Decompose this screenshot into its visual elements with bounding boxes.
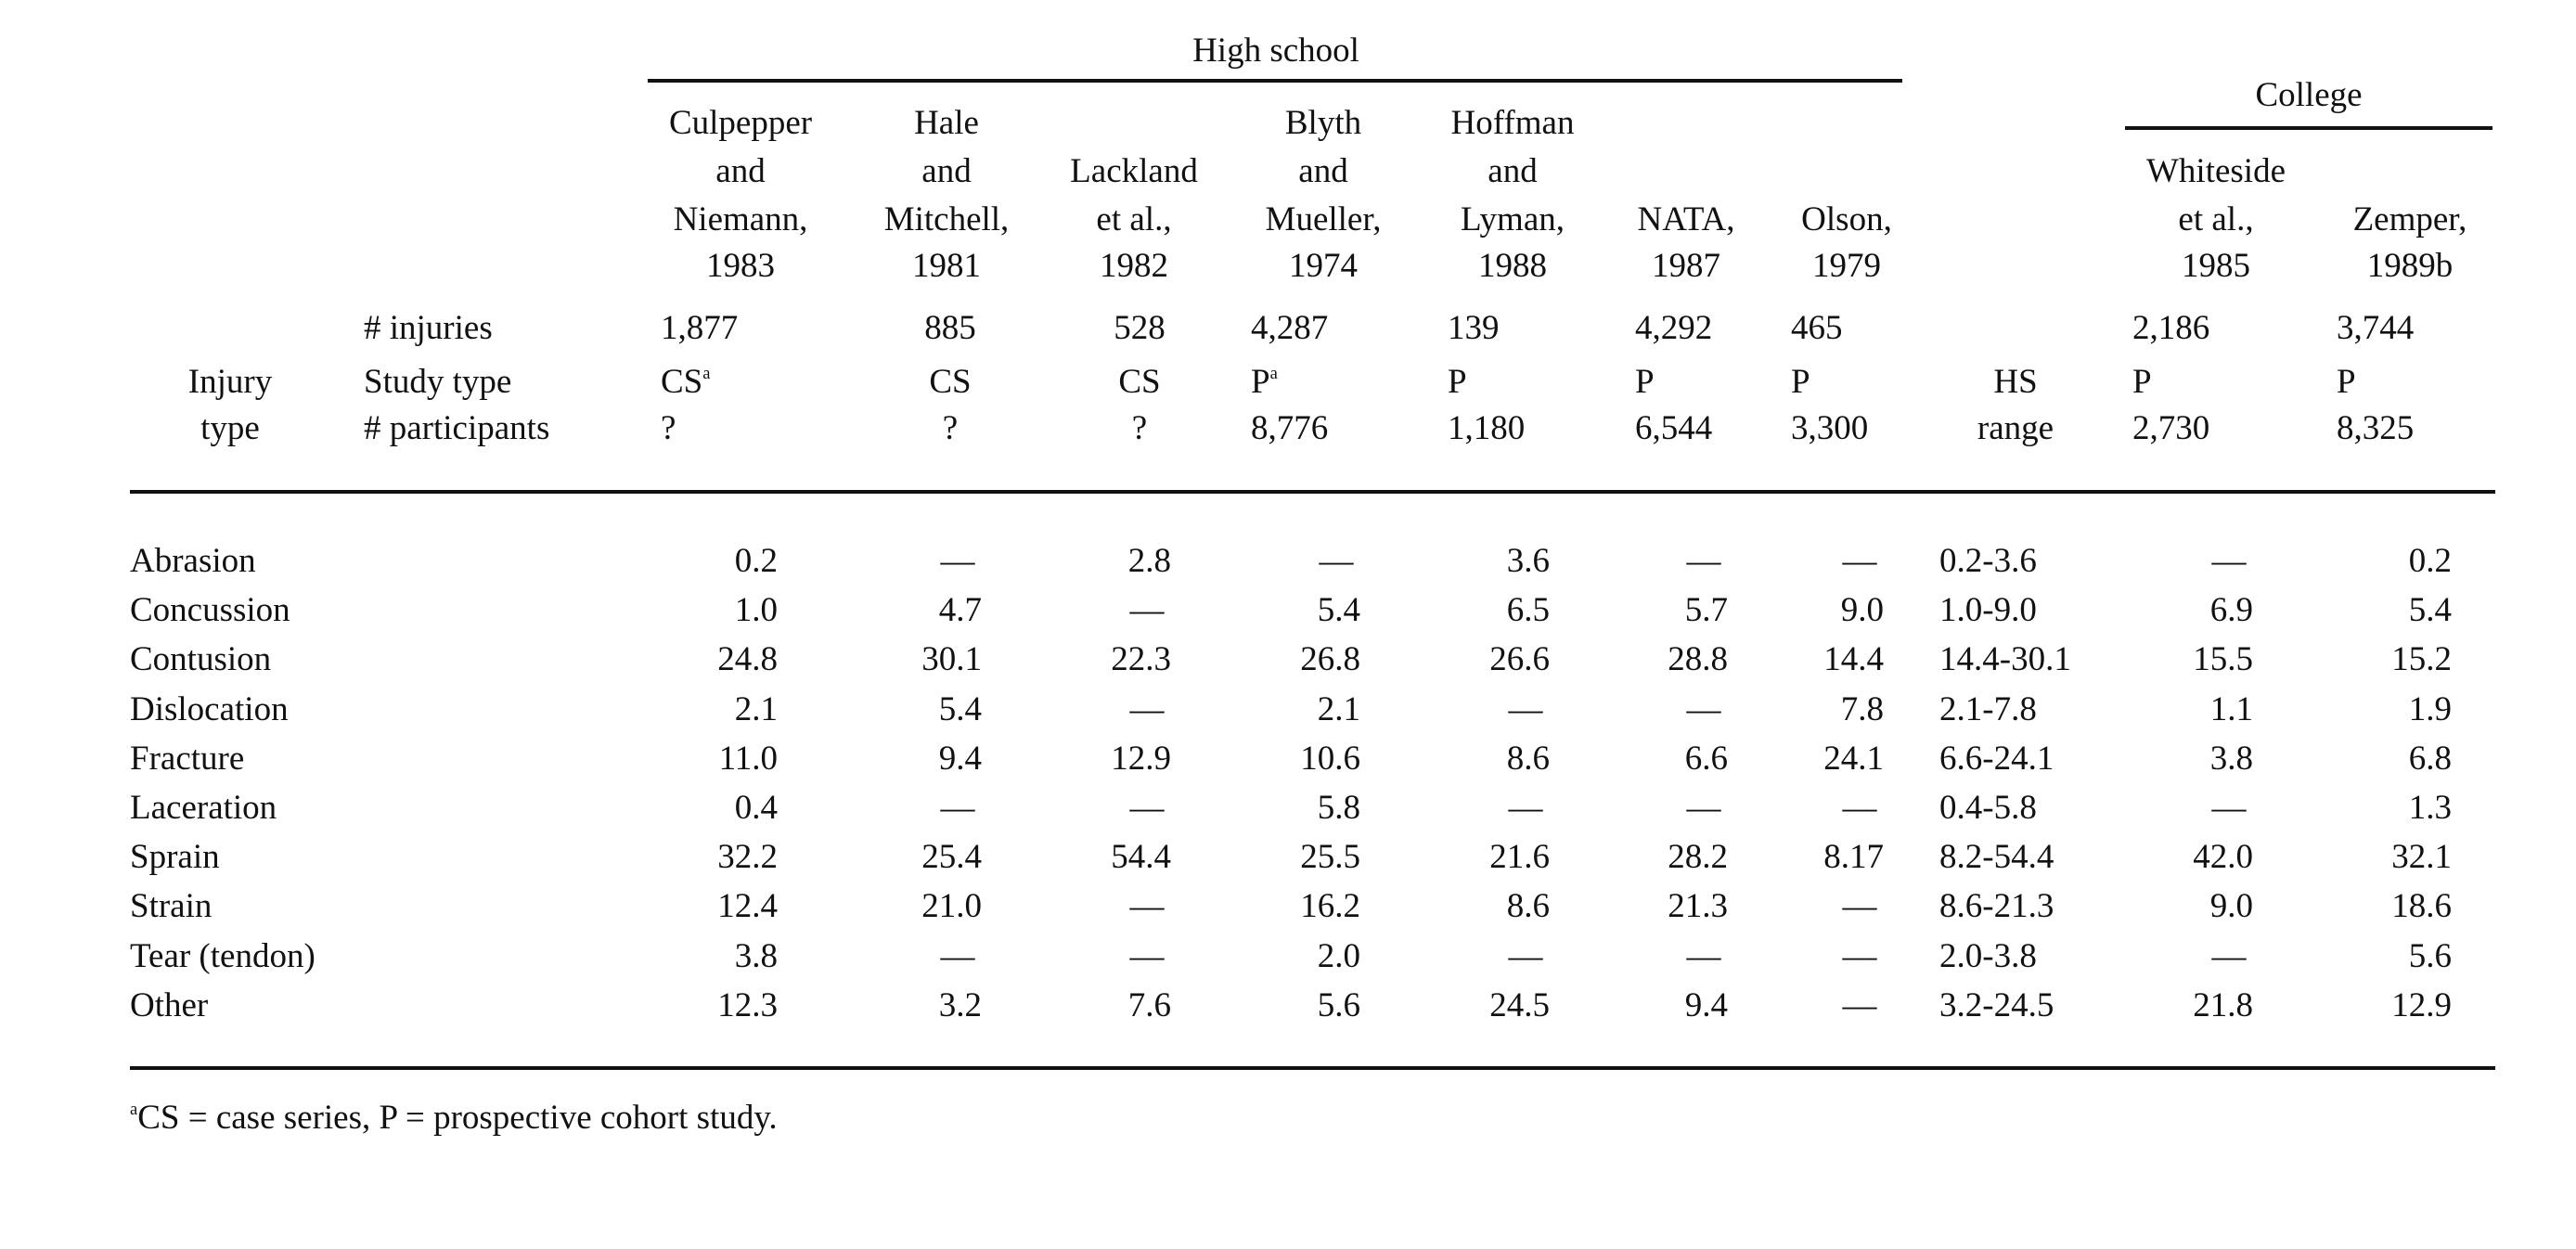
study-header-line: Lackland (1070, 152, 1198, 190)
study-header-line: Blyth (1284, 104, 1362, 142)
study-participants-count-text: ? (1131, 409, 1148, 447)
study-injuries-count (1635, 311, 1712, 345)
study-header-line: Zemper, (2352, 200, 2467, 238)
study-type-value-text: CS (1118, 363, 1161, 401)
injury-type-label: Dislocation (130, 690, 289, 728)
study-injuries-count-text: 528 (1114, 309, 1166, 347)
footnote-reference: a (1269, 365, 1278, 384)
study-header-line: et al., (2178, 200, 2254, 238)
study-header-line: et al., (1096, 200, 1172, 238)
percent-cell: — (1129, 591, 1165, 629)
percent-cell: — (1686, 789, 1721, 827)
study-participants-count (1251, 411, 1328, 445)
percent-cell: 25.4 (921, 838, 982, 876)
study-participants-count-text: ? (942, 409, 959, 447)
injury-type-label: Laceration (130, 789, 277, 827)
percent-cell: 0.2 (2408, 542, 2452, 580)
percent-cell: 3.6 (1506, 542, 1550, 580)
study-header-line: NATA, (1637, 200, 1735, 238)
study-type-value-text: P (2337, 363, 2356, 401)
percent-cell: 5.8 (1317, 789, 1360, 827)
study-participants-count-text: 8,776 (1251, 409, 1329, 447)
hs-range-header-line2: range (1977, 409, 2054, 447)
percent-cell: — (2211, 542, 2247, 580)
percent-cell: — (1686, 937, 1721, 975)
percent-cell: 14.4 (1823, 640, 1884, 678)
footnote-marker: a (130, 1101, 138, 1120)
percent-cell: 12.4 (717, 887, 778, 925)
study-injuries-count (661, 311, 738, 345)
study-participants-count-text: 1,180 (1448, 409, 1526, 447)
study-participants-count (1791, 411, 1868, 445)
percent-cell: 21.3 (1668, 887, 1728, 925)
study-header-line: 1987 (1652, 247, 1720, 285)
hs-range-cell: 1.0-9.0 (1939, 591, 2037, 629)
percent-cell: 12.9 (2391, 986, 2452, 1024)
percent-cell: — (1129, 690, 1165, 728)
injury-type-label: Other (130, 986, 209, 1024)
percent-cell: 6.8 (2408, 740, 2452, 778)
study-type-value (661, 365, 710, 399)
percent-cell: 5.4 (938, 690, 982, 728)
percent-cell: 3.2 (938, 986, 982, 1024)
injuries-label: # injuries (364, 309, 493, 347)
percent-cell: 8.6 (1506, 887, 1550, 925)
hs-range-cell: 2.0-3.8 (1939, 937, 2037, 975)
percent-cell: 42.0 (2193, 838, 2253, 876)
study-injuries-count (1448, 311, 1500, 345)
study-header-line: 1982 (1100, 247, 1168, 285)
percent-cell: 24.8 (717, 640, 778, 678)
study-header-line: 1983 (706, 247, 775, 285)
percent-cell: 8.17 (1823, 838, 1884, 876)
percent-cell: 21.8 (2193, 986, 2253, 1024)
percent-cell: 1.0 (734, 591, 778, 629)
study-participants-count (1132, 411, 1147, 445)
percent-cell: 26.6 (1489, 640, 1550, 678)
footnote-reference: a (702, 365, 711, 384)
study-type-value (1448, 365, 1467, 399)
study-header-line: 1988 (1478, 247, 1547, 285)
study-header-line: Niemann, (673, 200, 808, 238)
percent-cell: — (1686, 690, 1721, 728)
study-type-value-text: P (1635, 363, 1655, 401)
percent-cell: 24.5 (1489, 986, 1550, 1024)
percent-cell: 6.9 (2209, 591, 2253, 629)
study-injuries-count (1251, 311, 1328, 345)
study-type-value (929, 365, 971, 399)
study-participants-count (1448, 411, 1525, 445)
percent-cell: 30.1 (921, 640, 982, 678)
percent-cell: 1.1 (2209, 690, 2253, 728)
percent-cell: — (1129, 887, 1165, 925)
injury-type-header-line2: type (200, 409, 260, 447)
hs-range-cell: 8.2-54.4 (1939, 838, 2054, 876)
table-bottom-rule (130, 1066, 2495, 1070)
study-participants-count (661, 411, 676, 445)
hs-range-cell: 0.2-3.6 (1939, 542, 2037, 580)
study-type-value-text: P (1251, 363, 1270, 401)
percent-cell: 16.2 (1300, 887, 1360, 925)
study-participants-count-text: ? (661, 409, 676, 447)
percent-cell: 15.2 (2391, 640, 2452, 678)
percent-cell: 0.2 (734, 542, 778, 580)
percent-cell: — (1129, 789, 1165, 827)
percent-cell: — (1842, 986, 1877, 1024)
percent-cell: — (1842, 542, 1877, 580)
percent-cell: 28.2 (1668, 838, 1728, 876)
study-injuries-count-text: 4,292 (1635, 309, 1713, 347)
study-type-value (1635, 365, 1655, 399)
study-type-value-text: P (2132, 363, 2152, 401)
study-header-line: Olson, (1801, 200, 1892, 238)
percent-cell: 21.0 (921, 887, 982, 925)
percent-cell: 2.1 (734, 690, 778, 728)
study-type-value-text: P (1448, 363, 1467, 401)
study-type-value-text: CS (661, 363, 703, 401)
study-injuries-count-text: 1,877 (661, 309, 739, 347)
study-type-label: Study type (364, 363, 512, 401)
percent-cell: 4.7 (938, 591, 982, 629)
percent-cell: 8.6 (1506, 740, 1550, 778)
percent-cell: — (1508, 937, 1543, 975)
study-participants-count-text: 3,300 (1791, 409, 1869, 447)
percent-cell: 9.0 (2209, 887, 2253, 925)
study-injuries-count-text: 465 (1791, 309, 1843, 347)
study-type-value (1251, 365, 1278, 399)
injury-type-label: Contusion (130, 640, 272, 678)
hs-range-cell: 14.4-30.1 (1939, 640, 2071, 678)
percent-cell: — (1508, 690, 1543, 728)
percent-cell: 11.0 (718, 740, 778, 778)
percent-cell: 0.4 (734, 789, 778, 827)
study-header-line: 1989b (2366, 247, 2454, 285)
study-participants-count-text: 8,325 (2337, 409, 2415, 447)
study-type-value-text: P (1791, 363, 1810, 401)
percent-cell: 28.8 (1668, 640, 1728, 678)
percent-cell: 2.0 (1317, 937, 1360, 975)
percent-cell: 3.8 (734, 937, 778, 975)
footnote-text: CS = case series, P = prospective cohort study. (137, 1099, 778, 1137)
study-participants-count-text: 6,544 (1635, 409, 1713, 447)
study-header-line: and (1488, 152, 1538, 190)
percent-cell: 6.5 (1506, 591, 1550, 629)
percent-cell: 18.6 (2391, 887, 2452, 925)
percent-cell: 1.9 (2408, 690, 2452, 728)
percent-cell: — (2211, 789, 2247, 827)
footnote (130, 1101, 778, 1135)
percent-cell: — (1686, 542, 1721, 580)
group-header-high-school: High school (1192, 32, 1359, 70)
hs-range-header-line1: HS (1993, 363, 2038, 401)
study-type-value-text: CS (929, 363, 972, 401)
study-injuries-count (1791, 311, 1843, 345)
percent-cell: 2.1 (1317, 690, 1360, 728)
percent-cell: 22.3 (1111, 640, 1171, 678)
percent-cell: 32.1 (2391, 838, 2452, 876)
study-type-value (2337, 365, 2356, 399)
percent-cell: 21.6 (1489, 838, 1550, 876)
injury-type-label: Sprain (130, 838, 220, 876)
study-participants-count (943, 411, 958, 445)
study-header-line: Mitchell, (883, 200, 1010, 238)
percent-cell: — (2211, 937, 2247, 975)
percent-cell: 5.6 (2408, 937, 2452, 975)
group-header-college: College (2255, 76, 2363, 114)
injury-type-label: Concussion (130, 591, 290, 629)
study-header-line: and (1298, 152, 1348, 190)
study-type-value (2132, 365, 2152, 399)
percent-cell: — (1842, 887, 1877, 925)
percent-cell: — (940, 542, 975, 580)
study-header-line: Mueller, (1265, 200, 1382, 238)
percent-cell: 24.1 (1823, 740, 1884, 778)
percent-cell: 10.6 (1300, 740, 1360, 778)
study-injuries-count-text: 2,186 (2132, 309, 2210, 347)
college-rule (2125, 126, 2492, 130)
study-participants-count (1635, 411, 1712, 445)
study-participants-count (2337, 411, 2414, 445)
percent-cell: 7.8 (1840, 690, 1884, 728)
hs-range-cell: 6.6-24.1 (1939, 740, 2054, 778)
study-header-line: Whiteside (2145, 152, 2286, 190)
study-header-line: Hale (914, 104, 979, 142)
percent-cell: 5.6 (1317, 986, 1360, 1024)
percent-cell: 5.7 (1684, 591, 1728, 629)
injury-type-label: Tear (tendon) (130, 937, 316, 975)
injury-type-label: Strain (130, 887, 213, 925)
study-injuries-count (2132, 311, 2209, 345)
percent-cell: 15.5 (2193, 640, 2253, 678)
study-injuries-count-text: 3,744 (2337, 309, 2415, 347)
hs-range-cell: 3.2-24.5 (1939, 986, 2054, 1024)
study-injuries-count (924, 311, 976, 345)
percent-cell: 7.6 (1127, 986, 1171, 1024)
percent-cell: 9.4 (938, 740, 982, 778)
study-header-line: 1981 (912, 247, 981, 285)
percent-cell: — (1508, 789, 1543, 827)
study-header-line: and (921, 152, 972, 190)
injury-type-header-line1: Injury (187, 363, 273, 401)
high-school-rule (648, 79, 1902, 83)
header-bottom-rule (130, 490, 2495, 494)
study-header-line: 1974 (1289, 247, 1358, 285)
study-header-line: 1985 (2182, 247, 2250, 285)
hs-range-cell: 8.6-21.3 (1939, 887, 2054, 925)
percent-cell: — (1319, 542, 1354, 580)
participants-label: # participants (364, 409, 550, 447)
study-participants-count-text: 2,730 (2132, 409, 2210, 447)
hs-range-cell: 2.1-7.8 (1939, 690, 2037, 728)
percent-cell: 5.4 (1317, 591, 1360, 629)
percent-cell: 6.6 (1684, 740, 1728, 778)
percent-cell: 9.4 (1684, 986, 1728, 1024)
study-injuries-count-text: 139 (1448, 309, 1500, 347)
study-type-value (1118, 365, 1160, 399)
percent-cell: 25.5 (1300, 838, 1360, 876)
study-header-line: Lyman, (1460, 200, 1565, 238)
percent-cell: 5.4 (2408, 591, 2452, 629)
percent-cell: 9.0 (1840, 591, 1884, 629)
study-type-value (1791, 365, 1810, 399)
study-injuries-count (2337, 311, 2414, 345)
study-header-line: and (715, 152, 766, 190)
percent-cell: 26.8 (1300, 640, 1360, 678)
percent-cell: 12.3 (717, 986, 778, 1024)
percent-cell: — (940, 937, 975, 975)
percent-cell: 12.9 (1111, 740, 1171, 778)
study-participants-count (2132, 411, 2209, 445)
percent-cell: — (940, 789, 975, 827)
injury-type-label: Fracture (130, 740, 245, 778)
study-header-line: Hoffman (1450, 104, 1575, 142)
percent-cell: 54.4 (1111, 838, 1171, 876)
hs-range-cell: 0.4-5.8 (1939, 789, 2037, 827)
percent-cell: 3.8 (2209, 740, 2253, 778)
study-injuries-count-text: 885 (924, 309, 976, 347)
percent-cell: — (1129, 937, 1165, 975)
percent-cell: — (1842, 789, 1877, 827)
percent-cell: 1.3 (2408, 789, 2452, 827)
percent-cell: 2.8 (1127, 542, 1171, 580)
injury-type-label: Abrasion (130, 542, 256, 580)
study-injuries-count (1114, 311, 1166, 345)
percent-cell: — (1842, 937, 1877, 975)
study-header-line: 1979 (1812, 247, 1881, 285)
study-injuries-count-text: 4,287 (1251, 309, 1329, 347)
percent-cell: 32.2 (717, 838, 778, 876)
study-header-line: Culpepper (668, 104, 813, 142)
